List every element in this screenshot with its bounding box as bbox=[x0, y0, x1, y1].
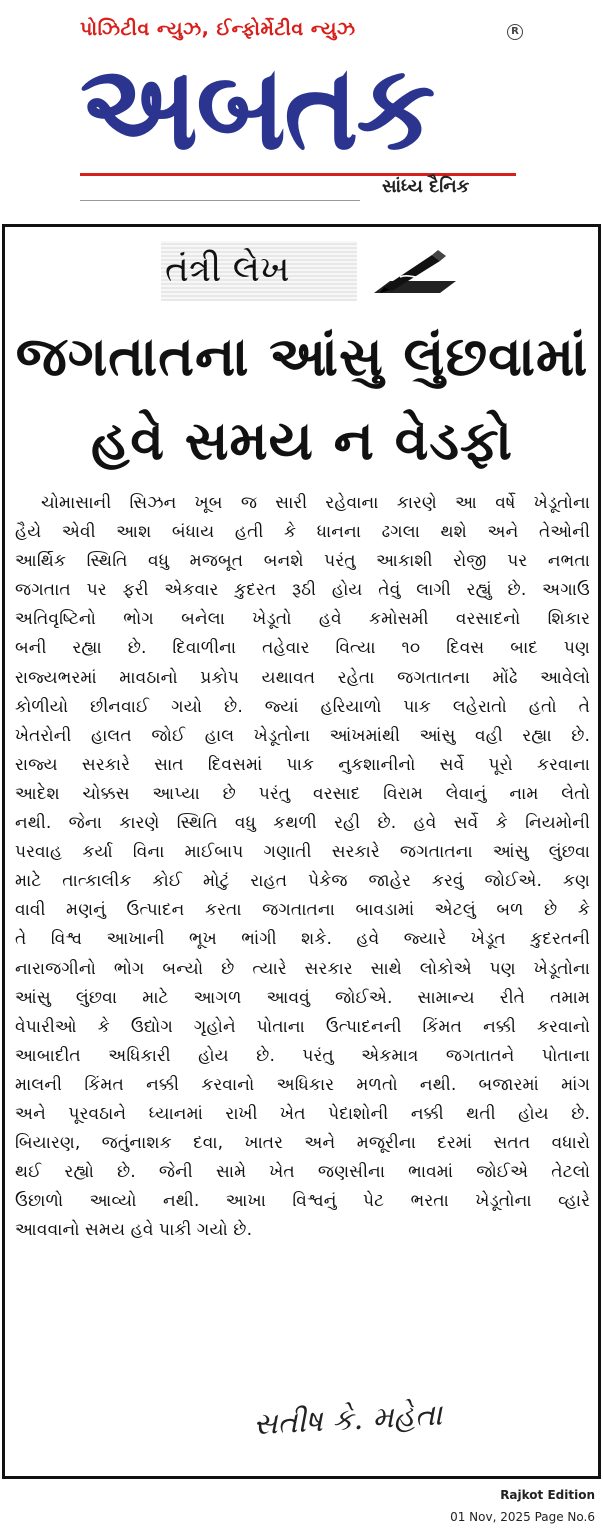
body-line: બની રહ્યા છે. દિવાળીના તહેવાર વિત્યા ૧૦ દિવસ બાદ પણ bbox=[15, 638, 590, 659]
body-line: વેપારીઓ કે ઉદ્યોગ ગૃહોને પોતાના ઉત્પાદનની કિંમત નક્કી કરવાનો bbox=[15, 1016, 590, 1037]
pen-writing-icon bbox=[370, 247, 460, 299]
masthead-subdivider bbox=[80, 200, 360, 201]
body-line: અતિવૃષ્ટિનો ભોગ બનેલા ખેડૂતો હવે કમોસમી વરસાદનો શિકાર bbox=[15, 609, 590, 630]
body-line: અને પૂરવઠાને ધ્યાનમાં રાખી ખેત પેદાશોની નક્કી થતી હોય છે. bbox=[15, 1103, 590, 1124]
body-line: તે વિશ્વ આખાની ભૂખ ભાંગી શકે. હવે જ્યારે ખેડૂત કુદરતની bbox=[15, 929, 590, 950]
headline bbox=[13, 315, 591, 483]
body-line: આંસુ લુંછવા માટે આગળ આવવું જોઈએ. સામાન્ય રીતે તમામ bbox=[15, 987, 590, 1008]
signature-text: સતીષ કે. મહેતા bbox=[252, 1397, 443, 1443]
body-line: બિયારણ, જતુંનાશક દવા, ખાતર અને મજૂરીના દરમાં સતત વધારો bbox=[15, 1133, 590, 1154]
body-line: રાજ્ય સરકારે સાત દિવસમાં પાક નુકશાનીનો સર્વે પૂરો કરવાના bbox=[15, 754, 590, 775]
body-line: આબાદીત અધિકારી હોય છે. પરંતુ એકમાત્ર જગતાતને પોતાના bbox=[15, 1045, 590, 1066]
body-line: નથી. જેના કારણે સ્થિતિ વધુ કથળી રહી છે. હવે સર્વે કે નિયમોની bbox=[15, 813, 590, 834]
body-line: માલની કિંમત નક્કી કરવાનો અધિકાર મળતો નથી. બજારમાં માંગ bbox=[15, 1074, 590, 1095]
section-label: તંત્રી લેખ bbox=[165, 249, 290, 290]
newspaper-logo: અબતક bbox=[80, 40, 434, 176]
body-line: હૈયે એવી આશ બંધાય હતી કે ધાનના ઢગલા થશે અને તેઓની bbox=[15, 522, 590, 543]
edition-label: Rajkot Edition bbox=[500, 1488, 595, 1502]
body-line: ખેતરોની હાલત જોઈ હાલ ખેડૂતોના આંખમાંથી આંસુ વહી રહ્યા છે. bbox=[15, 725, 590, 746]
masthead bbox=[0, 0, 603, 215]
body-line: ચોમાસાની સિઝન ખૂબ જ સારી રહેવાના કારણે આ વર્ષે ખેડૂતોના bbox=[41, 493, 590, 513]
body-line: માટે તાત્કાલીક કોઈ મોટું રાહત પેકેજ જાહેર કરવું જોઈએ. કણ bbox=[15, 871, 590, 892]
headline-line-1: જગતાતના આંસુ લુંછવામાં bbox=[15, 325, 589, 388]
masthead-subtitle: સાંધ્ય દૈનિક bbox=[382, 176, 470, 197]
body-line: નારાજગીનો ભોગ બન્યો છે ત્યારે સરકાર સાથે લોકોએ પણ ખેડૂતોના bbox=[15, 958, 590, 979]
body-line: આવવાનો સમય હવે પાકી ગયો છે. bbox=[15, 1220, 253, 1241]
editorial-article bbox=[2, 224, 601, 1479]
body-line: આદેશ ચોક્કસ આપ્યા છે પરંતુ વરસાદ વિરામ લેવાનું નામ લેતો bbox=[15, 783, 590, 804]
body-line: ઉછાળો આવ્યો નથી. આખા વિશ્વનું પેટ ભરતા ખેડૂતોના વ્હારે bbox=[15, 1191, 590, 1212]
article-body bbox=[15, 489, 590, 1245]
registered-mark-icon: R bbox=[507, 24, 523, 40]
headline-line-2: હવે સમય ન વેડફો bbox=[90, 409, 514, 472]
body-line: જગતાત પર ફરી એકવાર કુદરત રૂઠી હોય તેવું લાગી રહ્યું છે. અગાઉ bbox=[15, 580, 590, 601]
body-line: રાજ્યભરમાં માવઠાનો પ્રકોપ યથાવત રહેતા જગતાતના મોંઢે આવેલો bbox=[15, 667, 590, 688]
masthead-tagline: પોઝિટીવ ન્યુઝ, ઈન્ફોર્મેટીવ ન્યુઝ bbox=[80, 18, 356, 40]
editor-signature bbox=[245, 1385, 585, 1465]
body-line: વાવી મણનું ઉત્પાદન કરતા જગતાતના બાવડામાં એટલું બળ છે કે bbox=[15, 900, 590, 921]
body-line: થઈ રહ્યો છે. જેની સામે ખેત જણસીના ભાવમાં જોઈએ તેટલો bbox=[15, 1162, 590, 1183]
body-line: કોળીયો છીનવાઈ ગયો છે. જ્યાં હરિયાળો પાક લહેરાતો હતો તે bbox=[15, 696, 590, 717]
page-info: 01 Nov, 2025 Page No.6 bbox=[450, 1510, 595, 1524]
body-line: આર્થિક સ્થિતિ વધુ મજબૂત બનશે પરંતુ આકાશી રોજી પર નભતા bbox=[15, 551, 590, 572]
body-line: પરવાહ કર્યા વિના માઈબાપ ગણાતી સરકારે જગતાતના આંસુ લુંછવા bbox=[15, 842, 590, 863]
